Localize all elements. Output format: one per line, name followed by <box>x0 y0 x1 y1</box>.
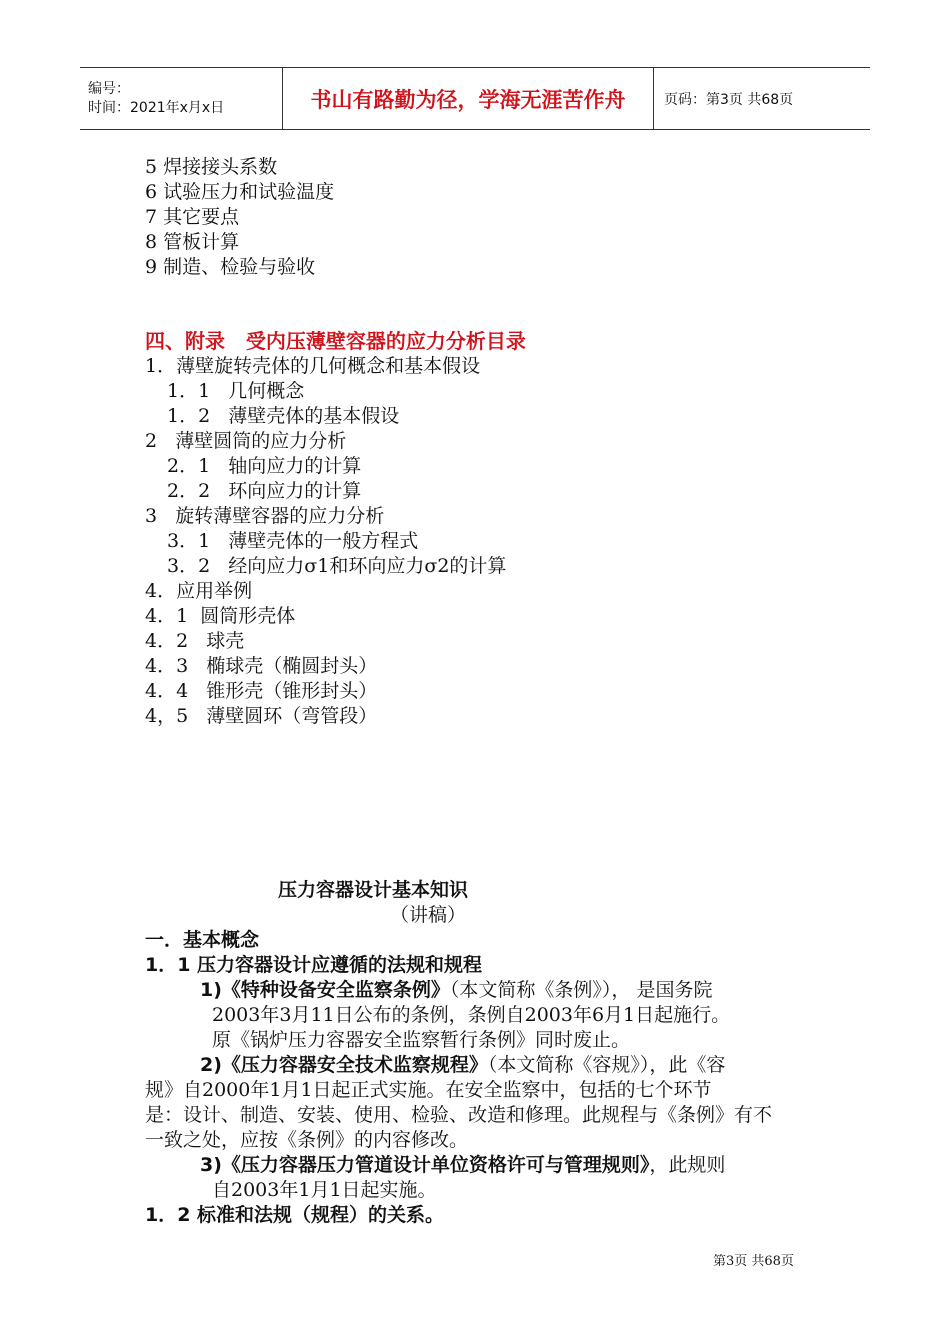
paragraph-line: 原《锅炉压力容器安全监察暂行条例》同时废止。 <box>212 1029 631 1051</box>
toc-item: 4．4 锥形壳（锥形封头） <box>145 680 378 702</box>
page-footer: 第3页 共68页 <box>713 1254 794 1269</box>
subsection-heading: 1．2 标准和法规（规程）的关系。 <box>145 1204 445 1226</box>
paragraph-line: 规》自2000年1月1日起正式实施。在安全监察中，包括的七个环节 <box>145 1079 712 1101</box>
header-page-info: 页码：第3页 共68页 <box>664 91 794 108</box>
regulation-title: 2)《压力容器安全技术监察规程》 <box>200 1054 488 1076</box>
document-title: 压力容器设计基本知识 <box>278 879 469 901</box>
paragraph-line: 是：设计、制造、安装、使用、检验、改造和修理。此规程与《条例》有不 <box>145 1104 773 1126</box>
toc-item: 4．1 圆筒形壳体 <box>145 605 296 627</box>
regulation-note: （本文简称《条例》）， 是国务院 <box>449 979 713 1001</box>
toc-item: 1．2 薄壁壳体的基本假设 <box>167 405 400 427</box>
paragraph-line: 2003年3月11日公布的条例，条例自2003年6月1日起施行。 <box>212 1004 731 1026</box>
list-item: 9 制造、检验与验收 <box>145 256 316 278</box>
number-label: 编号： <box>88 80 130 97</box>
section-heading: 一．基本概念 <box>145 929 260 951</box>
regulation-note: （本文简称《容规》），此《容 <box>487 1054 726 1076</box>
toc-item: 1．1 几何概念 <box>167 380 305 402</box>
time-label: 时间：2021年x月x日 <box>88 99 225 116</box>
toc-item: 1．薄壁旋转壳体的几何概念和基本假设 <box>145 355 481 377</box>
toc-item: 3．1 薄壁壳体的一般方程式 <box>167 530 419 552</box>
document-subtitle: （讲稿） <box>390 904 467 926</box>
regulation-title: 1)《特种设备安全监察条例》 <box>200 979 450 1001</box>
list-item: 5 焊接接头系数 <box>145 156 278 178</box>
regulation-title: 3)《压力容器压力管道设计单位资格许可与管理规则》 <box>200 1154 650 1176</box>
paragraph-line <box>200 1153 725 1177</box>
toc-item: 2．1 轴向应力的计算 <box>167 455 362 477</box>
paragraph-line: 自2003年1月1日起实施。 <box>212 1179 437 1201</box>
toc-item: 3．2 经向应力σ1和环向应力σ2的计算 <box>167 555 507 577</box>
paragraph-line <box>200 978 712 1002</box>
toc-item: 2 薄壁圆筒的应力分析 <box>145 430 347 452</box>
header-meta <box>80 68 282 129</box>
list-item: 8 管板计算 <box>145 231 240 253</box>
toc-item: 2．2 环向应力的计算 <box>167 480 362 502</box>
toc-item: 4，5 薄壁圆环（弯管段） <box>145 705 378 727</box>
toc-item: 4．2 球壳 <box>145 630 245 652</box>
toc-item: 4．应用举例 <box>145 580 253 602</box>
regulation-note: ，此规则 <box>649 1154 726 1176</box>
toc-item: 4．3 椭球壳（椭圆封头） <box>145 655 378 677</box>
list-item: 6 试验压力和试验温度 <box>145 181 335 203</box>
paragraph-line <box>200 1053 725 1077</box>
paragraph-line: 一致之处，应按《条例》的内容修改。 <box>145 1129 469 1151</box>
header-motto: 书山有路勤为径，学海无涯苦作舟 <box>282 68 654 129</box>
list-item: 7 其它要点 <box>145 206 240 228</box>
appendix-heading: 四、附录 受内压薄壁容器的应力分析目录 <box>145 329 526 353</box>
toc-item: 3 旋转薄壁容器的应力分析 <box>145 505 385 527</box>
subsection-heading: 1．1 压力容器设计应遵循的法规和规程 <box>145 954 483 976</box>
page-header <box>80 67 870 130</box>
